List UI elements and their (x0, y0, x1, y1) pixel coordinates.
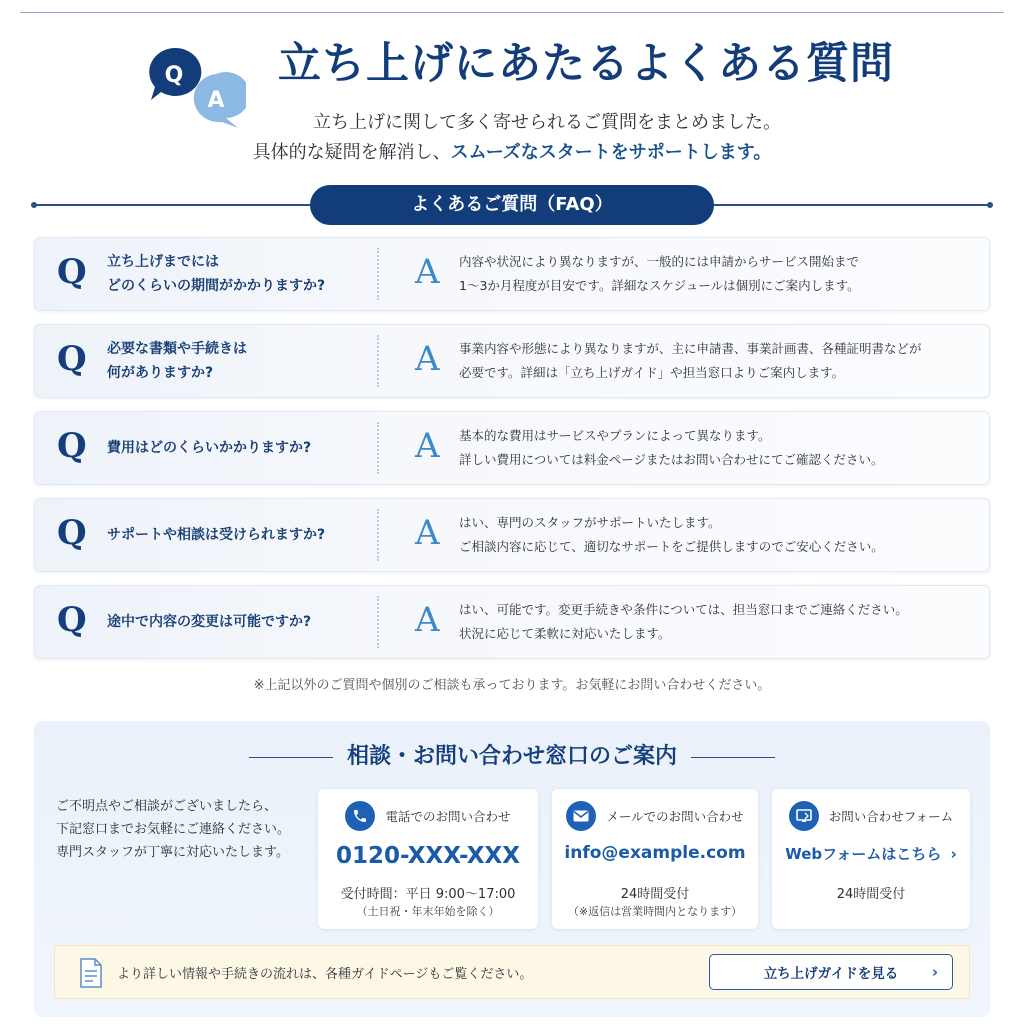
answer-mark: A (415, 252, 440, 292)
answer-text: はい、専門のスタッフがサポートいたします。 ご相談内容に応じて、適切なサポートをご提供しますのでご安心ください。 (459, 515, 884, 554)
answer-text: 事業内容や形態により異なりますが、主に申請書、事業計画書、各種証明書などが 必要です。詳細は「立ち上げガイド」や担当窓口よりご案内します。 (459, 341, 922, 380)
faq-divider (377, 596, 379, 648)
phone-card[interactable] (318, 789, 538, 929)
question-mark: Q (57, 252, 87, 292)
faq-item[interactable] (34, 324, 990, 398)
subtitle-line-2 (253, 142, 772, 163)
question-text: 費用はどのくらいかかりますか? (107, 440, 312, 456)
mail-address[interactable]: info@example.com (564, 843, 746, 863)
mail-hours: 24時間受付 (620, 887, 690, 902)
logo-q: Q (164, 63, 184, 88)
question-mark: Q (57, 600, 87, 640)
faq-list (34, 237, 990, 672)
subtitle-line-2-text: 具体的な疑問を解消し、 (252, 142, 451, 163)
answer-text: はい、可能です。変更手続きや条件については、担当窓口までご連絡ください。 状況に応じて柔軟に対応いたします。 (459, 602, 908, 641)
faq-divider (377, 248, 379, 300)
answer-mark: A (415, 426, 440, 466)
question-mark: Q (57, 513, 87, 553)
answer-text: 内容や状況により異なりますが、一般的には申請からサービス開始まで 1〜3か月程度が目安です。詳細なスケジュールは個別にご案内します。 (459, 254, 860, 293)
phone-hours: 受付時間：平日 9:00〜17:00 (340, 887, 516, 902)
form-label: お問い合わせフォーム (828, 809, 954, 824)
logo-a: A (207, 88, 225, 113)
guide-text: より詳しい情報や手続きの流れは、各種ガイドページもご覧ください。 (117, 966, 533, 982)
answer-mark: A (415, 339, 440, 379)
answer-mark: A (415, 513, 440, 553)
form-card-header (772, 801, 970, 831)
phone-card-header (318, 801, 538, 831)
faq-item[interactable] (34, 498, 990, 572)
question-text: 必要な書類や手続きは 何がありますか? (107, 341, 247, 381)
guide-bar (54, 945, 970, 999)
question-mark: Q (57, 339, 87, 379)
mail-card[interactable] (552, 789, 758, 929)
mail-card-header (552, 801, 758, 831)
faq-banner: よくあるご質問（FAQ） (310, 185, 714, 225)
faq-divider (377, 335, 379, 387)
phone-icon (345, 801, 375, 831)
document-icon (79, 958, 103, 988)
view-guide-button-label: 立ち上げガイドを見る (763, 966, 899, 982)
contact-title: 相談・お問い合わせ窓口のご案内 (34, 739, 990, 770)
question-text: サポートや相談は受けられますか? (107, 527, 326, 543)
mail-icon (566, 801, 596, 831)
faq-divider (377, 422, 379, 474)
question-text: 立ち上げまでには どのくらいの期間がかかりますか? (107, 254, 326, 294)
form-icon (789, 801, 819, 831)
faq-item[interactable] (34, 411, 990, 485)
subtitle-highlight: スムーズなスタートをサポートします。 (450, 142, 772, 163)
phone-number[interactable]: 0120-XXX-XXX (336, 843, 520, 869)
phone-label: 電話でのお問い合わせ (385, 809, 511, 824)
subtitle-line-1: 立ち上げに関して多く寄せられるご質問をまとめました。 (313, 112, 781, 133)
contact-section (34, 721, 990, 1017)
top-rule (20, 12, 1004, 13)
mail-label: メールでのお問い合わせ (606, 809, 744, 824)
faq-note: ※上記以外のご質問や個別のご相談も承っております。お気軽にお問い合わせください。 (253, 678, 771, 693)
form-hours: 24時間受付 (836, 887, 906, 902)
view-guide-button[interactable] (709, 954, 953, 990)
page-subtitle (0, 108, 1024, 168)
faq-item[interactable] (34, 237, 990, 311)
question-mark: Q (57, 426, 87, 466)
form-card[interactable] (772, 789, 970, 929)
faq-divider (377, 509, 379, 561)
answer-text: 基本的な費用はサービスやプランによって異なります。 詳しい費用については料金ページまたはお問い合わせにてご確認ください。 (459, 428, 884, 467)
web-form-link[interactable] (772, 843, 970, 864)
web-form-link-text: Webフォームはこちら (785, 845, 942, 863)
faq-item[interactable] (34, 585, 990, 659)
chevron-right-icon: › (950, 845, 957, 863)
phone-hours-note: （土日祝・年末年始を除く） (356, 905, 500, 918)
question-text: 途中で内容の変更は可能ですか? (107, 614, 312, 630)
chevron-right-icon: › (931, 963, 938, 981)
answer-mark: A (415, 600, 440, 640)
page-title: 立ち上げにあたるよくある質問 (278, 39, 894, 89)
contact-intro: ご不明点やご相談がございましたら、 下記窓口までお気軽にご連絡ください。 専門スタッフが丁寧に対応いたします。 (56, 799, 291, 860)
mail-hours-note: （※返信は営業時間内となります） (567, 905, 743, 918)
